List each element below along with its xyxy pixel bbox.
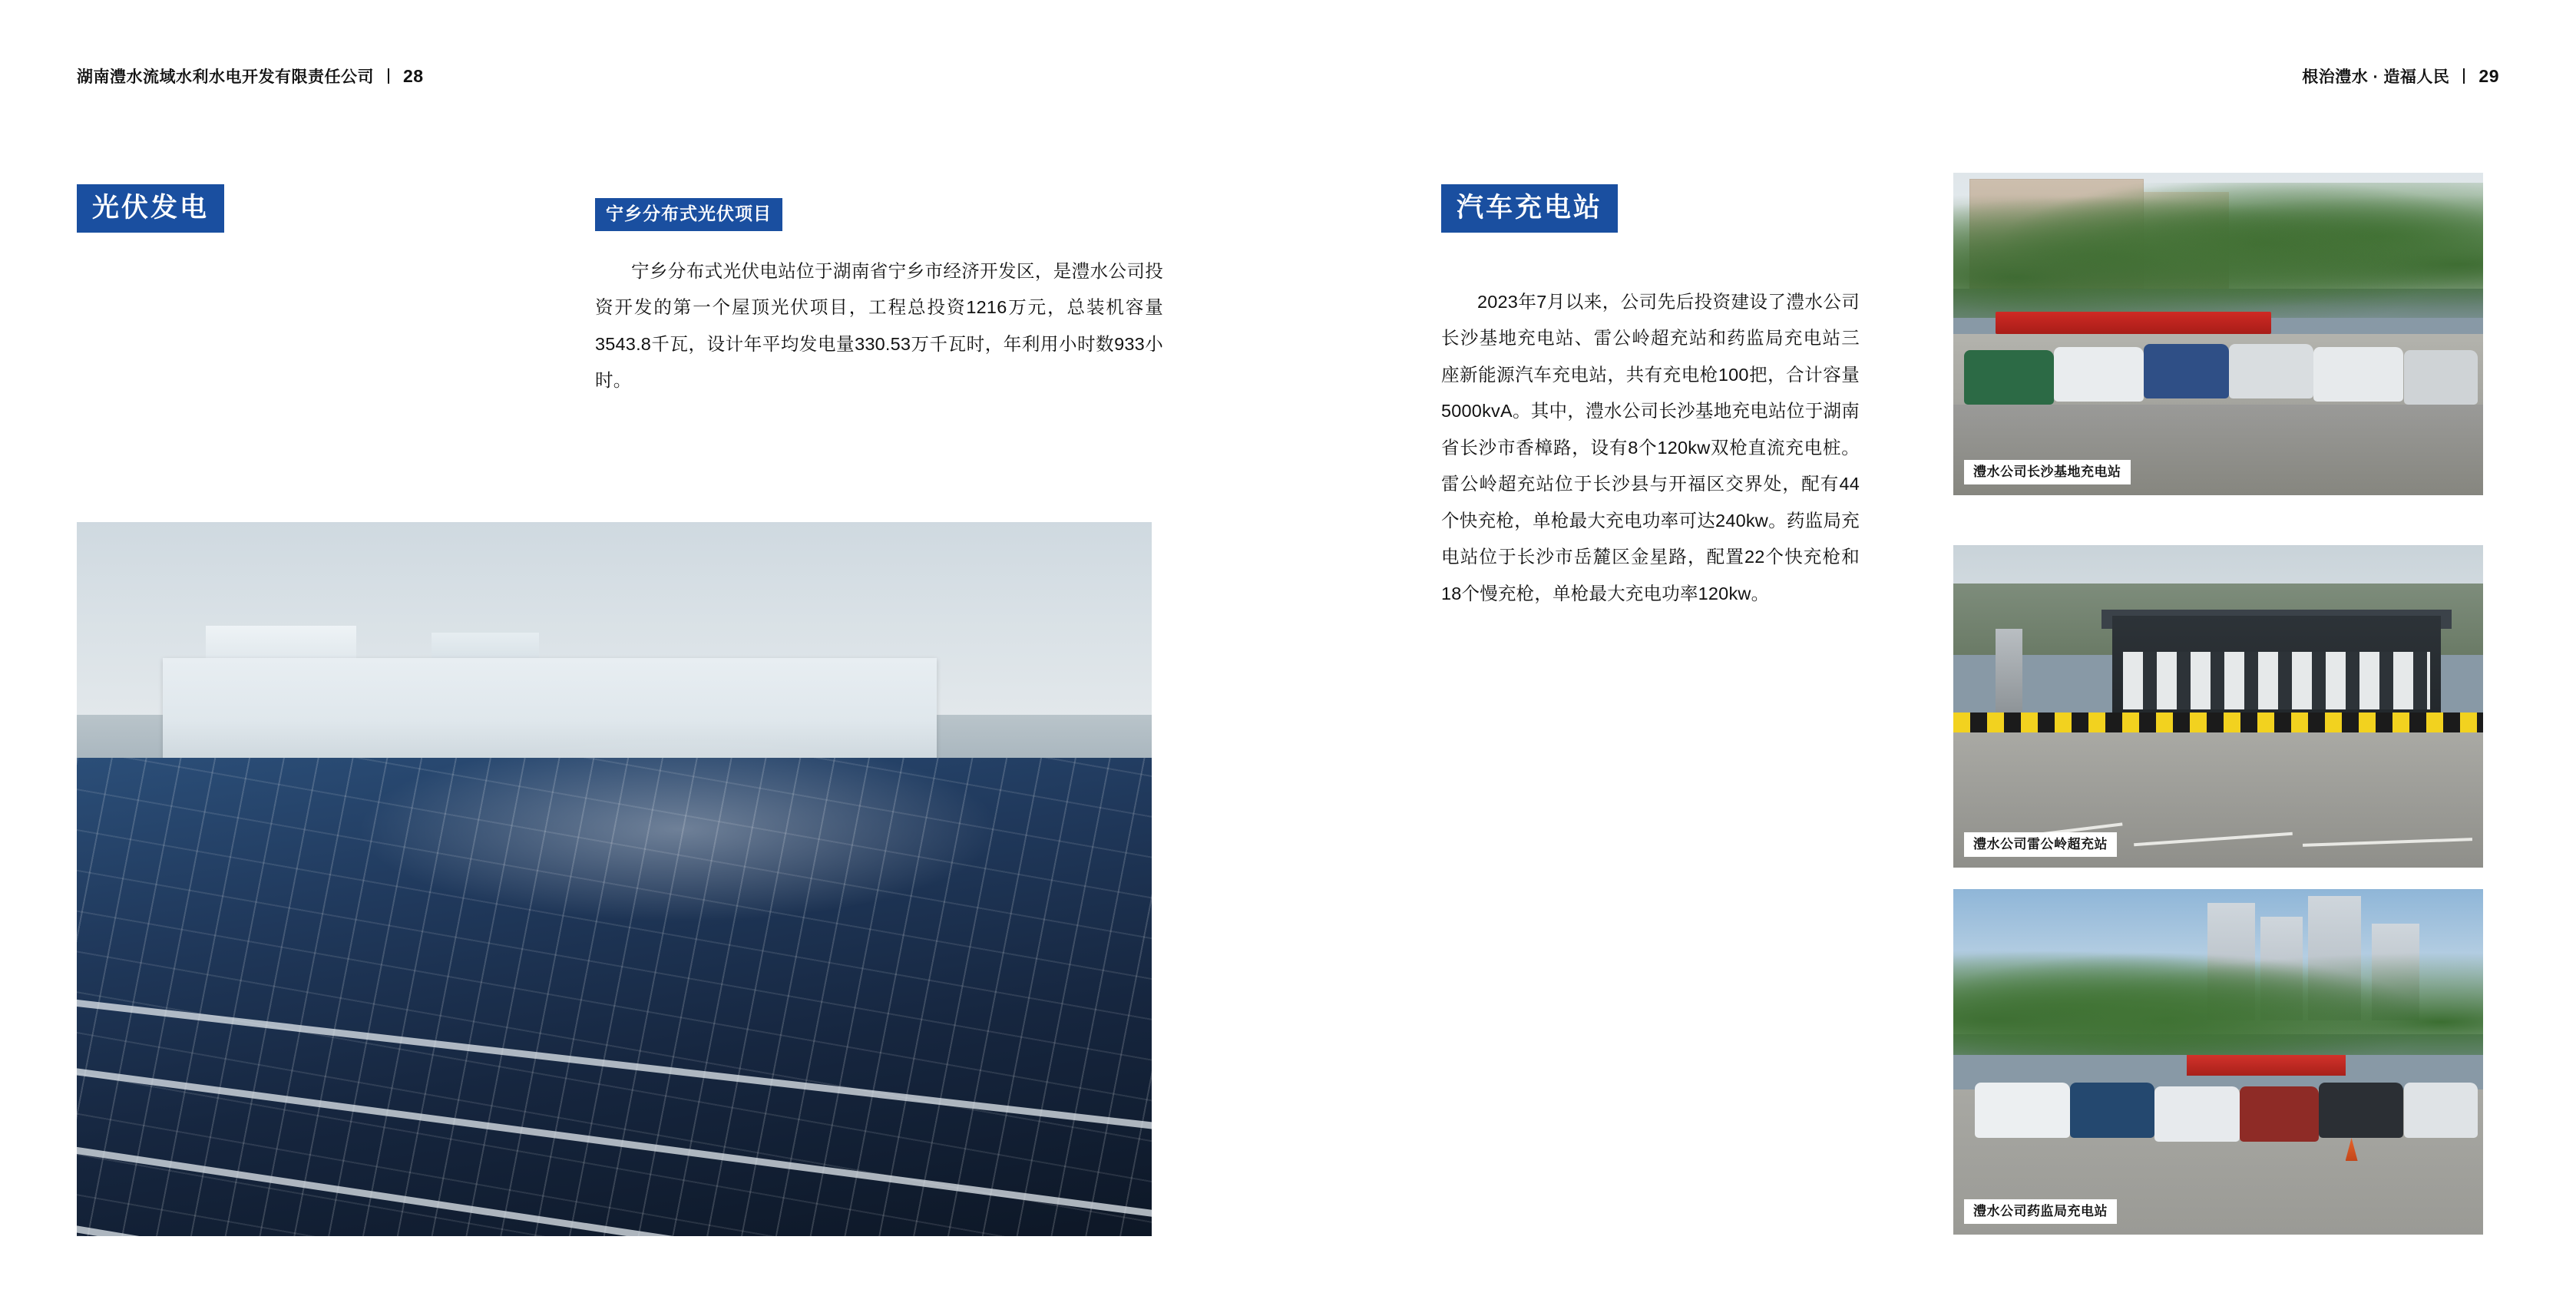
body-paragraph-photovoltaic: 宁乡分布式光伏电站位于湖南省宁乡市经济开发区，是澧水公司投资开发的第一个屋顶光伏项目，工程总投资1216万元，总装机容量3543.8千瓦，设计年平均发电量330.53万千瓦时，年利用小时数933小时。 (595, 261, 1163, 391)
photo-car (2404, 1083, 2478, 1138)
section-title-ev-charging-station: 汽车充电站 (1441, 184, 1618, 233)
photo-car (2154, 1086, 2239, 1142)
photo-red-banner (1996, 312, 2271, 334)
page-number-left: 28 (403, 65, 424, 86)
photo-tree-canopy (1953, 183, 2483, 318)
running-head-left (77, 64, 424, 88)
running-head-organization: 湖南澧水流域水利水电开发有限责任公司 (77, 68, 374, 86)
photo-car (2054, 347, 2144, 402)
photo-leigongling-super-charging-station (1953, 545, 2483, 868)
photo-tree-canopy (1953, 937, 2483, 1055)
photo-car (2240, 1086, 2320, 1142)
running-head-right (2302, 64, 2499, 88)
photo-solar-panel-array (77, 522, 1152, 1236)
photo-changsha-base-charging-station (1953, 173, 2483, 495)
photo-panel-seam (77, 1054, 1152, 1236)
photo-parking-line (2303, 838, 2472, 847)
photo-panel-seam (77, 1131, 1152, 1236)
running-head-divider (388, 68, 389, 84)
photo-car (2070, 1083, 2154, 1138)
photo-car (2404, 350, 2478, 405)
photo-caption: 澧水公司雷公岭超充站 (1964, 832, 2117, 857)
subsection-title-ningxiang-pv: 宁乡分布式光伏项目 (595, 198, 782, 231)
photo-car (1964, 350, 2054, 405)
photo-caption: 澧水公司药监局充电站 (1964, 1199, 2117, 1224)
photo-caption: 澧水公司长沙基地充电站 (1964, 460, 2131, 484)
page-number-right: 29 (2478, 65, 2499, 86)
photo-drug-administration-charging-station (1953, 889, 2483, 1235)
photo-utility-post (1996, 629, 2022, 713)
photo-sun-glare (356, 736, 1001, 922)
photo-car (2144, 344, 2228, 398)
photo-car (1975, 1083, 2070, 1138)
photo-charging-piles (2123, 652, 2430, 710)
photo-warning-kerb (1953, 713, 2483, 732)
photo-parking-line (2134, 832, 2293, 846)
photo-car (2229, 344, 2313, 398)
right-page (1288, 0, 2576, 1306)
photo-car (2313, 347, 2403, 402)
photo-red-banner (2187, 1055, 2346, 1076)
photo-panel-seam (77, 987, 1152, 1152)
section-title-photovoltaic: 光伏发电 (77, 184, 224, 233)
body-paragraph-ev-charging: 2023年7月以来，公司先后投资建设了澧水公司长沙基地充电站、雷公岭超充站和药监局充电站三座新能源汽车充电站，共有充电枪100把，合计容量5000kvA。其中，澧水公司长沙基地充电站位于湖南省长沙市香樟路，设有8个120kw双枪直流充电桩。雷公岭超充站位于长沙县与开福区交界处，配有44个快充枪，单枪最大充电功率可达240kw。药监局充电站位于长沙市岳麓区金星路，配置22个快充枪和18个慢充枪，单枪最大充电功率120kw。 (1441, 292, 1860, 603)
photo-car (2319, 1083, 2403, 1138)
running-head-slogan: 根治澧水 · 造福人民 (2302, 68, 2450, 86)
running-head-divider (2463, 68, 2465, 84)
